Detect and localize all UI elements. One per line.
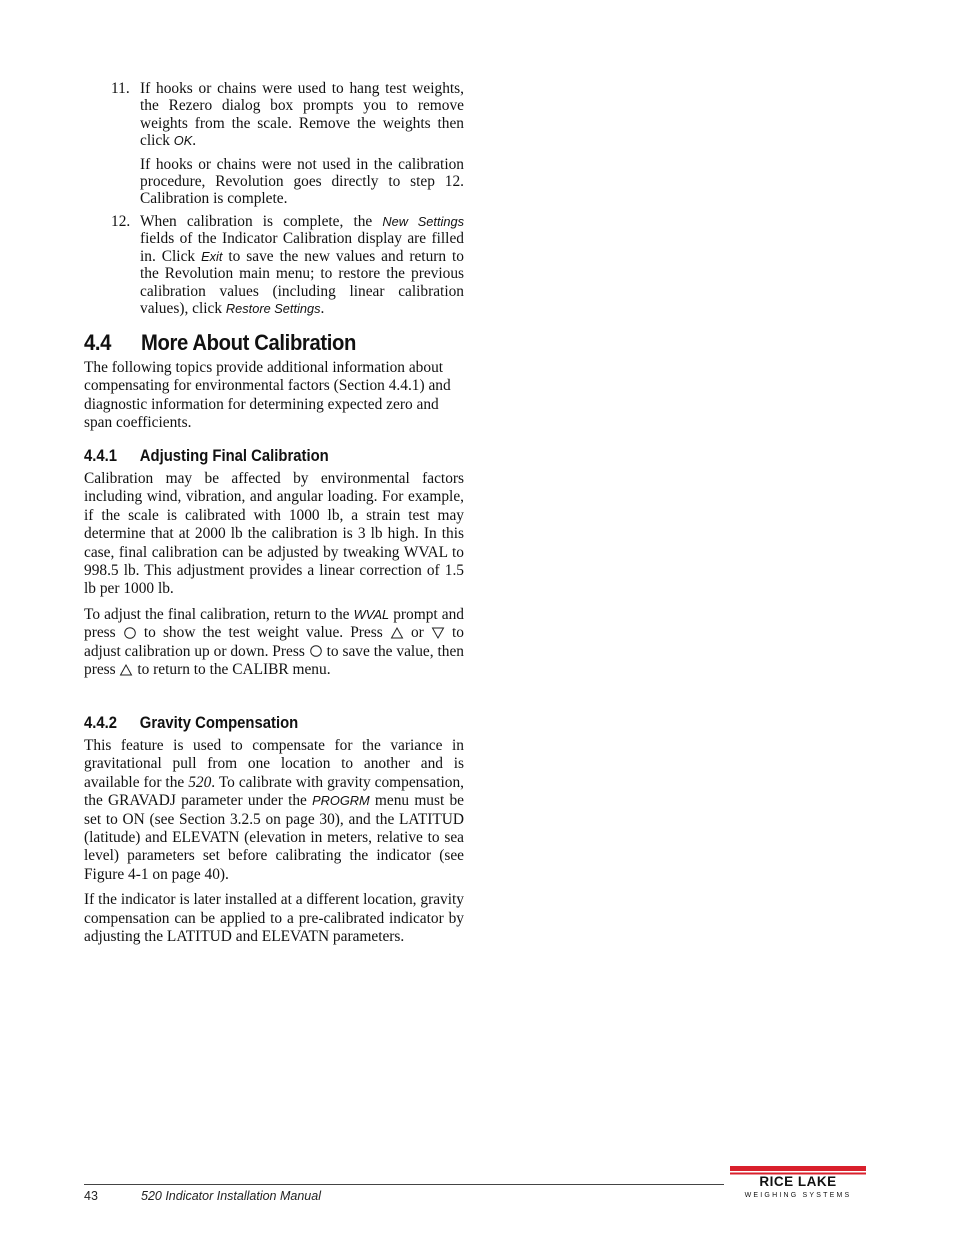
circle-key-icon	[309, 644, 323, 658]
model-520-label: 520	[188, 773, 212, 791]
subsection-body-4-4-1	[84, 470, 464, 679]
wval-label: WVAL	[353, 606, 390, 622]
subsection-number: 4.4.2	[84, 714, 118, 732]
step-text: When calibration is complete, the	[140, 213, 383, 230]
subsection-number: 4.4.1	[84, 447, 118, 465]
svg-text:RICE LAKE: RICE LAKE	[759, 1174, 837, 1189]
circle-key-icon	[123, 626, 137, 640]
step-text: fields of the Indicator Calibration display are filled in. Click	[140, 230, 464, 265]
step-number: 11.	[111, 80, 130, 97]
step-text: .	[320, 300, 325, 318]
body-text: menu must be set to ON (see Section 3.2.5 on page 30), and the LATITUD (latitude) and ELEVATN (elevation in meters, relative to sea level) parameters set before calibrating the indicator (see Figure 4-1 on page 40).	[84, 792, 464, 883]
body-text: or	[403, 624, 431, 642]
step-number: 12.	[111, 213, 131, 230]
section-intro	[84, 359, 464, 433]
body-text: This feature is used to compensate for the variance in gravitational pull from one location to another and is available for the	[84, 737, 464, 791]
body-paragraph	[84, 737, 464, 884]
down-triangle-key-icon	[431, 626, 445, 640]
step-11	[84, 80, 464, 214]
page-number: 43	[84, 1189, 98, 1203]
subsection-title: Adjusting Final Calibration	[139, 447, 329, 465]
body-text: To adjust the final calibration, return to the	[84, 605, 354, 623]
footer-rule	[84, 1184, 724, 1185]
section-title: More About Calibration	[141, 330, 356, 355]
step-paragraph: If hooks or chains were not used in the calibration procedure, Revolution goes directly to step 12. Calibration is complete.	[140, 155, 464, 208]
body-text: to save the value, then press	[84, 642, 464, 679]
body-paragraph	[84, 606, 464, 680]
section-heading	[84, 330, 356, 356]
exit-label: Exit	[201, 248, 223, 264]
up-triangle-key-icon	[119, 663, 133, 677]
ok-label: OK	[173, 133, 193, 149]
subsection-heading-4-4-1	[84, 447, 329, 466]
section-number: 4.4	[84, 330, 112, 355]
intro-paragraph: The following topics provide additional information about compensating for environmental factors (Section 4.4.1) and diagnostic information for determining expected zero and span coefficients.	[84, 359, 451, 432]
svg-text:WEIGHING SYSTEMS: WEIGHING SYSTEMS	[744, 1192, 852, 1199]
step-paragraph	[140, 80, 464, 150]
subsection-title: Gravity Compensation	[139, 714, 299, 732]
up-triangle-key-icon	[390, 626, 404, 640]
rice-lake-logo	[730, 1166, 868, 1202]
progrm-label: PROGRM	[312, 793, 370, 809]
new-settings-label: New Settings	[382, 214, 464, 229]
step-12	[84, 213, 464, 323]
body-text: to adjust calibration up or down. Press	[84, 624, 464, 660]
body-paragraph: If the indicator is later installed at a different location, gravity compensation can be applied to a pre-calibrated indicator by adjusting the LATITUD and ELEVATN parameters.	[84, 891, 464, 946]
document-title: 520 Indicator Installation Manual	[141, 1189, 321, 1203]
step-text: .	[192, 132, 197, 150]
step-text: to save the new values and return to the Revolution main menu; to restore the previous calibration values (including linear calibration values), click	[140, 247, 464, 318]
body-text: to show the test weight value. Press	[136, 624, 390, 642]
body-paragraph: Calibration may be affected by environmental factors including wind, vibration, and angular loading. For example, if the scale is calibrated with 1000 lb, a strain test may determine that at 2000 lb the calibration is 3 lb high. In this case, final calibration can be adjusted by tweaking WVAL to 998.5 lb. This adjustment provides a linear correction of 1.5 lb per 1000 lb.	[84, 470, 464, 598]
subsection-heading-4-4-2	[84, 714, 298, 733]
body-text: . To calibrate with gravity compensation, the GRAVADJ parameter under the	[84, 773, 464, 810]
body-text: to return to the CALIBR menu.	[133, 661, 331, 679]
step-text: If hooks or chains were used to hang test weights, the Rezero dialog box prompts you to remove weights from the scale. Remove the weights then click	[140, 80, 464, 150]
body-text: prompt and press	[84, 605, 464, 642]
subsection-body-4-4-2	[84, 737, 464, 946]
restore-settings-label: Restore Settings	[225, 301, 321, 317]
step-paragraph	[140, 213, 464, 317]
